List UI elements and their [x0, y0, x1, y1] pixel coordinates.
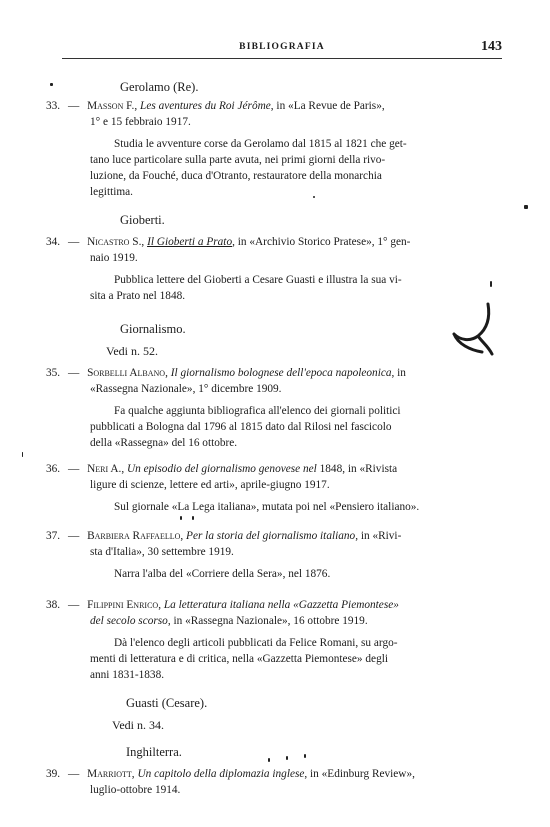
entry-dash: —: [67, 530, 80, 542]
entry-dash: —: [67, 599, 80, 611]
entry-publication: , in «Rivi-: [355, 530, 402, 542]
entry-publication: 1848, in «Rivista: [316, 463, 398, 475]
entry-number: 37.: [46, 530, 61, 542]
page-header: [62, 39, 502, 57]
entry-dash: —: [67, 367, 80, 379]
subheading-giornalismo: Giornalismo.: [120, 322, 186, 336]
ink-dot: [22, 452, 23, 457]
entry-33-note-line-3: luzione, da Fouché, duca d'Otranto, restauratore della monarchia: [90, 170, 382, 182]
entry-number: 38.: [46, 599, 61, 611]
entry-33-note-line-1: Studia le avventure corse da Gerolamo dal 1815 al 1821 che get-: [114, 138, 407, 150]
subheading-inghilterra: Inghilterra.: [126, 745, 182, 759]
entry-author: Barbiera Raffaello: [87, 530, 181, 542]
ink-dot: [50, 83, 53, 86]
entry-37-line-1: 37. — Barbiera Raffaello, Per la storia del giornalismo italiano, in «Rivi-: [46, 530, 402, 542]
entry-dash: —: [67, 768, 80, 780]
entry-title: Les aventures du Roi Jérôme: [140, 100, 271, 112]
entry-title: Per la storia del giornalismo italiano: [186, 530, 356, 542]
entry-number: 34.: [46, 236, 61, 248]
entry-36-line-2: ligure di scienze, lettere ed arti», aprile-giugno 1917.: [90, 479, 330, 491]
entry-38-note-line-2: menti di letteratura e di critica, nella «Gazzetta Piemontese» degli: [90, 653, 388, 665]
ink-dot: [304, 754, 306, 758]
entry-publication: , in «Archivio Storico Pratese», 1° gen-: [232, 236, 411, 248]
entry-author: Neri A.: [87, 463, 122, 475]
entry-36-note-line-1: Sul giornale «La Lega italiana», mutata poi nel «Pensiero italiano».: [114, 501, 420, 513]
subheading-gioberti: Gioberti.: [120, 213, 165, 227]
entry-publication: , in: [391, 367, 406, 379]
ink-dot: [313, 196, 315, 198]
page-number: 143: [481, 39, 502, 54]
entry-38-line-2: [90, 614, 368, 628]
entry-35-line-1: 35. — Sorbelli Albano, Il giornalismo bolognese dell'epoca napoleonica, in: [46, 367, 406, 379]
entry-title: La letteratura italiana nella «Gazzetta Piemontese»: [163, 599, 399, 611]
ink-dot: [180, 516, 182, 520]
running-title: BIBLIOGRAFIA: [239, 42, 325, 52]
entry-title: Il Gioberti a Prato: [147, 236, 233, 248]
see-reference-giornalismo: Vedi n. 52.: [106, 344, 158, 358]
entry-dash: —: [67, 236, 80, 248]
entry-author: Sorbelli Albano: [87, 367, 166, 379]
ink-dot: [490, 281, 492, 287]
entry-publication: , in «Rassegna Nazionale», 16 ottobre 1919.: [167, 615, 368, 627]
entry-number: 39.: [46, 768, 61, 780]
entry-publication: , in «La Revue de Paris»,: [270, 100, 385, 112]
entry-33-note-line-2: tano luce particolare sulla parte avuta, nei primi giorni della rivo-: [90, 154, 386, 166]
entry-37-line-2: sta d'Italia», 30 settembre 1919.: [90, 546, 234, 558]
entry-author: Nicastro S.: [87, 236, 142, 248]
entry-author: Masson F.: [87, 100, 135, 112]
entry-39-line-2: luglio-ottobre 1914.: [90, 784, 181, 796]
entry-dash: —: [67, 100, 80, 112]
entry-33-line-1: 33. — Masson F., Les aventures du Roi Jérôme, in «La Revue de Paris»,: [46, 100, 385, 112]
see-reference-guasti: Vedi n. 34.: [112, 718, 164, 732]
ink-dot: [286, 756, 288, 760]
entry-35-note-line-2: pubblicati a Bologna dal 1796 al 1815 dato dal Rilosi nel fascicolo: [90, 421, 392, 433]
subheading-gerolamo: Gerolamo (Re).: [120, 80, 199, 94]
entry-title: Un capitolo della diplomazia inglese: [137, 768, 305, 780]
entry-34-note-line-2: sita a Prato nel 1848.: [90, 290, 186, 302]
entry-title-continuation: del secolo scorso: [90, 615, 168, 627]
subheading-guasti: Guasti (Cesare).: [126, 696, 208, 710]
entry-34-line-2: naio 1919.: [90, 252, 138, 264]
ink-dot: [192, 516, 194, 520]
entry-publication: , in «Edinburg Review»,: [304, 768, 415, 780]
entry-number: 36.: [46, 463, 61, 475]
entry-author: Marriott: [87, 768, 132, 780]
entry-dash: —: [67, 463, 80, 475]
ink-dot: [268, 758, 270, 762]
entry-34-line-1: 34. — Nicastro S., Il Gioberti a Prato, in «Archivio Storico Pratese», 1° gen-: [46, 236, 411, 248]
entry-author: Filippini Enrico: [87, 599, 159, 611]
entry-title: Il giornalismo bolognese dell'epoca napoleonica: [170, 367, 392, 379]
entry-number: 35.: [46, 367, 61, 379]
entry-37-note-line-1: Narra l'alba del «Corriere della Sera», nel 1876.: [114, 568, 331, 580]
entry-35-note-line-3: della «Rassegna» del 16 ottobre.: [90, 437, 238, 449]
entry-38-note-line-3: anni 1831-1838.: [90, 669, 165, 681]
entry-33-note-line-4: legittima.: [90, 186, 133, 198]
entry-36-line-1: 36. — Neri A., Un episodio del giornalismo genovese nel 1848, in «Rivista: [46, 463, 398, 475]
entry-39-line-1: 39. — Marriott, Un capitolo della diplomazia inglese, in «Edinburg Review»,: [46, 768, 415, 780]
ink-dot: [524, 205, 528, 209]
header-rule: [62, 58, 502, 59]
entry-number: 33.: [46, 100, 61, 112]
entry-35-note-line-1: Fa qualche aggiunta bibliografica all'elenco dei giornali politici: [114, 405, 401, 417]
ink-flourish-mark: [448, 302, 496, 358]
entry-38-line-1: 38. — Filippini Enrico, La letteratura italiana nella «Gazzetta Piemontese»: [46, 599, 399, 611]
entry-title: Un episodio del giornalismo genovese nel: [126, 463, 317, 475]
entry-33-line-2: 1° e 15 febbraio 1917.: [90, 116, 191, 128]
entry-34-note-line-1: Pubblica lettere del Gioberti a Cesare Guasti e illustra la sua vi-: [114, 274, 402, 286]
entry-35-line-2: «Rassegna Nazionale», 1° dicembre 1909.: [90, 383, 282, 395]
entry-38-note-line-1: Dà l'elenco degli articoli pubblicati da Felice Romani, su argo-: [114, 637, 398, 649]
